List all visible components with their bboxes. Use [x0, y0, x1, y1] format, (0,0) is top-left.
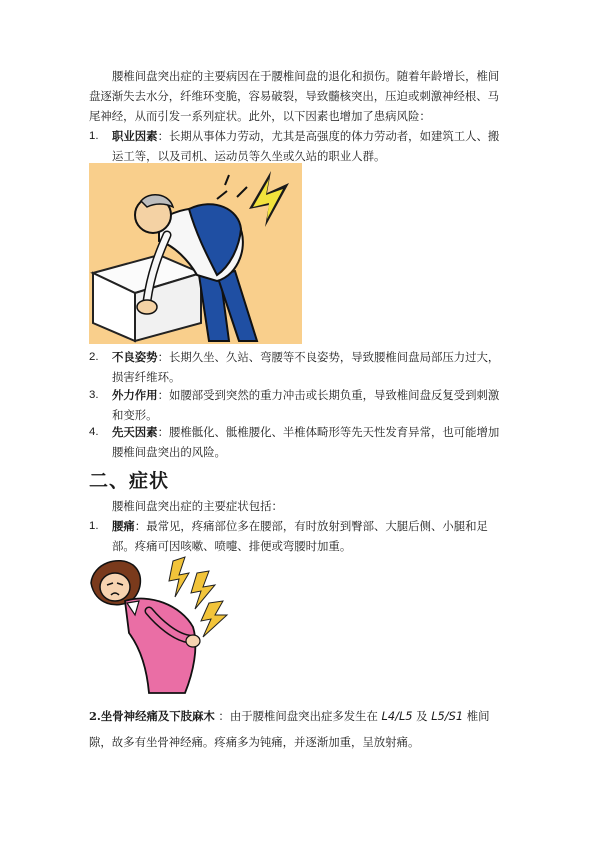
list-separator: ： [214, 709, 230, 723]
woman-back-pain-illustration [89, 553, 229, 695]
list-body [112, 516, 509, 556]
list-number: 4. [89, 426, 99, 438]
list-body [112, 126, 509, 166]
list-text: 由于腰椎间盘突出症多发生在 [229, 709, 382, 723]
list-text: ：长期从事体力劳动，尤其是高强度的体力劳动者，如建筑工人、搬运工等，以及司机、运动员等久坐或久站的职业人群。 [112, 129, 500, 163]
list-title: 职业因素 [112, 129, 158, 143]
list-body [112, 347, 509, 387]
symptom-2-paragraph [89, 703, 509, 755]
vertebra-label: L5/S1 [431, 709, 464, 723]
list-text: ：长期久坐、久站、弯腰等不良姿势，导致腰椎间盘局部压力过大，损害纤维环。 [112, 350, 500, 384]
list-text: 椎间隙，故多有坐骨神经痛。疼痛多为钝痛，并逐渐加重，呈放射痛。 [89, 709, 490, 749]
list-item [89, 385, 509, 425]
list-title: 腰痛 [112, 519, 135, 533]
list-number: 2. [89, 351, 99, 363]
list-item [89, 516, 509, 556]
list-title: 不良姿势 [112, 350, 158, 364]
list-body [112, 385, 509, 425]
symptoms-intro: 腰椎间盘突出症的主要症状包括： [112, 499, 283, 513]
list-title: 2.坐骨神经痛及下肢麻木 [89, 709, 215, 723]
intro-paragraph: 腰椎间盘突出症的主要病因在于腰椎间盘的退化和损伤。随着年龄增长，椎间盘逐渐失去水分，纤维环变脆，容易破裂，导致髓核突出，压迫或刺激神经根、马尾神经，从而引发一系列症状。此外，以下因素也增加了患病风险： [89, 69, 500, 123]
list-number: 1. [89, 520, 99, 532]
list-body [112, 422, 509, 462]
list-item [89, 347, 509, 387]
list-number: 1. [89, 130, 99, 142]
list-text: ：最常见，疼痛部位多在腰部，有时放射到臀部、大腿后侧、小腿和足部。疼痛可因咳嗽、喷嚏、排便或弯腰时加重。 [112, 519, 488, 553]
list-text: 及 [412, 709, 432, 723]
section-heading: 二、症状 [89, 470, 170, 492]
list-title: 先天因素 [112, 425, 158, 439]
vertebra-label: L4/L5 [381, 709, 413, 723]
list-text: ：如腰部受到突然的重力冲击或长期负重，导致椎间盘反复受到刺激和变形。 [112, 388, 500, 422]
list-text: ：腰椎骶化、骶椎腰化、半椎体畸形等先天性发育异常，也可能增加腰椎间盘突出的风险。 [112, 425, 500, 459]
list-item [89, 126, 509, 166]
list-item [89, 422, 509, 462]
list-number: 3. [89, 389, 99, 401]
list-title: 外力作用 [112, 388, 158, 402]
worker-lifting-box-illustration [89, 163, 302, 344]
